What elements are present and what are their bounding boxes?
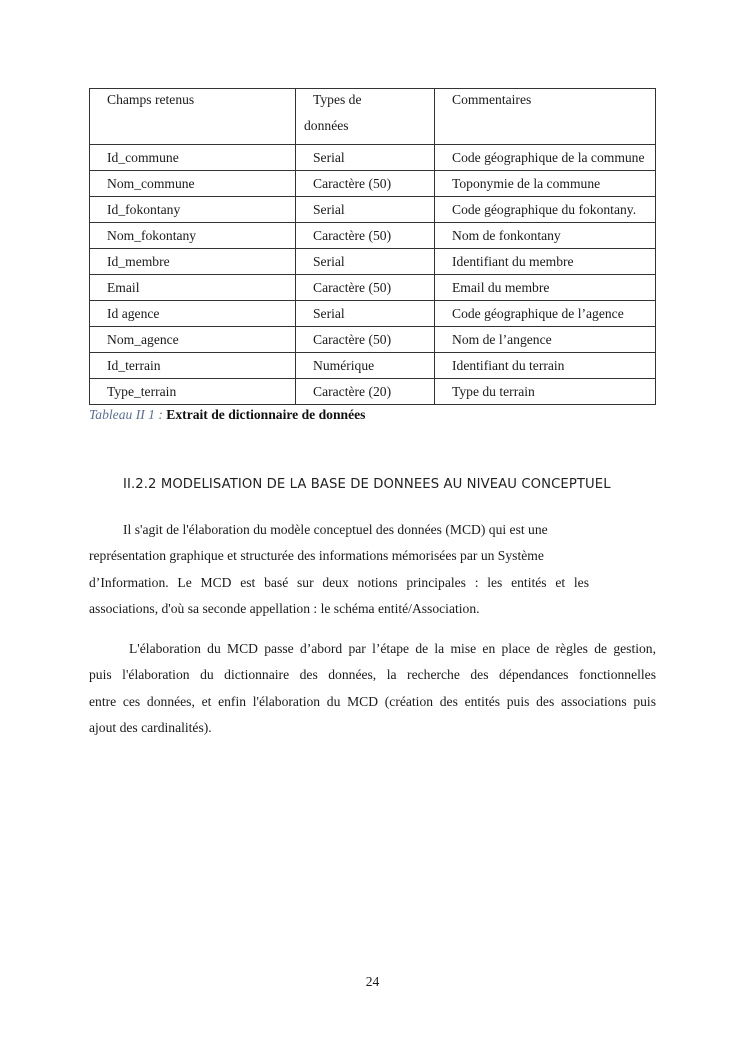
table-caption <box>89 407 365 423</box>
section-heading: II.2.2 MODELISATION DE LA BASE DE DONNEES AU NIVEAU CONCEPTUEL <box>123 477 611 492</box>
header-cell-champs <box>90 89 296 145</box>
data-type-cell: Serial <box>296 249 435 275</box>
field-name-cell: Nom_commune <box>90 171 296 197</box>
paragraph-line: puis l'élaboration du dictionnaire des données, la recherche des dépendances fonctionnelles <box>89 667 656 683</box>
data-type-cell: Numérique <box>296 353 435 379</box>
header-champs-label: Champs retenus <box>107 92 195 107</box>
data-type-cell: Serial <box>296 197 435 223</box>
data-type-cell: Caractère (50) <box>296 275 435 301</box>
data-type-cell: Serial <box>296 301 435 327</box>
paragraph-line: L'élaboration du MCD passe d’abord par l’étape de la mise en place de règles de gestion, <box>129 641 656 656</box>
comment-cell: Toponymie de la commune <box>435 171 656 197</box>
field-name-cell: Nom_agence <box>90 327 296 353</box>
paragraph-line: d’Information. Le MCD est basé sur deux notions principales : les entités et les <box>89 574 589 590</box>
paragraph-mcd-process <box>89 636 656 741</box>
paragraph-line: associations, d'où sa seconde appellation : le schéma entité/Association. <box>89 600 480 616</box>
field-name-cell: Id_commune <box>90 145 296 171</box>
field-name-cell: Type_terrain <box>90 379 296 405</box>
table-row <box>90 301 656 327</box>
data-type-cell: Caractère (50) <box>296 223 435 249</box>
field-name-cell: Id agence <box>90 301 296 327</box>
header-cell-commentaires <box>435 89 656 145</box>
data-type-cell: Caractère (20) <box>296 379 435 405</box>
table-row <box>90 353 656 379</box>
table-row <box>90 249 656 275</box>
table-row <box>90 197 656 223</box>
page-number: 24 <box>365 974 380 989</box>
comment-cell: Identifiant du membre <box>435 249 656 275</box>
table-row <box>90 275 656 301</box>
paragraph-line: ajout des cardinalités). <box>89 719 212 735</box>
comment-cell: Code géographique du fokontany. <box>435 197 656 223</box>
table-row <box>90 327 656 353</box>
field-name-cell: Id_fokontany <box>90 197 296 223</box>
comment-cell: Nom de fonkontany <box>435 223 656 249</box>
comment-cell: Identifiant du terrain <box>435 353 656 379</box>
comment-cell: Code géographique de l’agence <box>435 301 656 327</box>
data-type-cell: Caractère (50) <box>296 327 435 353</box>
table-header-row <box>90 89 656 145</box>
comment-cell: Type du terrain <box>435 379 656 405</box>
header-cell-types <box>296 89 435 145</box>
paragraph-mcd-definition <box>89 517 589 622</box>
table-row <box>90 379 656 405</box>
field-name-cell: Nom_fokontany <box>90 223 296 249</box>
table-row <box>90 223 656 249</box>
data-type-cell: Serial <box>296 145 435 171</box>
data-type-cell: Caractère (50) <box>296 171 435 197</box>
header-types-line1: Types de <box>313 92 362 107</box>
table-body <box>90 89 656 405</box>
caption-title: Extrait de dictionnaire de données <box>166 407 366 422</box>
comment-cell: Email du membre <box>435 275 656 301</box>
paragraph-line: Il s'agit de l'élaboration du modèle conceptuel des données (MCD) qui est une <box>123 522 548 537</box>
caption-label: Tableau II 1 : <box>89 407 163 422</box>
field-name-cell: Id_membre <box>90 249 296 275</box>
paragraph-line: représentation graphique et structurée des informations mémorisées par un Système <box>89 548 544 564</box>
data-dictionary-table <box>89 88 656 405</box>
table-row <box>90 171 656 197</box>
field-name-cell: Email <box>90 275 296 301</box>
header-types-line2: données <box>304 118 349 133</box>
comment-cell: Nom de l’angence <box>435 327 656 353</box>
table-row <box>90 145 656 171</box>
field-name-cell: Id_terrain <box>90 353 296 379</box>
paragraph-line: entre ces données, et enfin l'élaboration du MCD (création des entités puis des associations puis <box>89 693 656 709</box>
comment-cell: Code géographique de la commune <box>435 145 656 171</box>
header-commentaires-label: Commentaires <box>452 92 532 107</box>
